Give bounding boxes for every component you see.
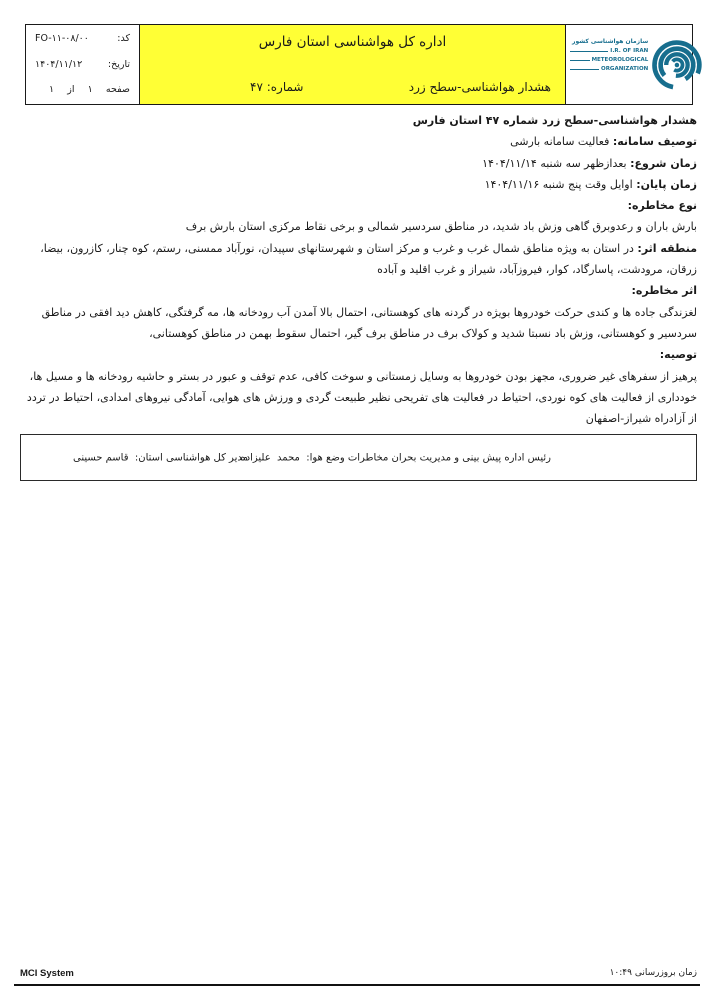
start-time-value: بعدازظهر سه شنبه ۱۴۰۴/۱۱/۱۴ [482,156,627,170]
meta-page-total: ۱ [49,84,55,95]
hazard-effect-label: اثر مخاطره: [631,284,697,298]
end-time-label: زمان پایان: [636,177,697,191]
signature-box [20,434,697,481]
hazard-type-text: بارش باران و رعدوبرق گاهی وزش باد شدید، در مناطق سردسیر شمالی و برخی نقاط مرکزی استان بارش برف [185,220,697,234]
logo-rule [570,60,590,61]
start-time-field [16,153,697,174]
recommendation-section [16,344,697,429]
warning-subtitle-row [154,80,551,94]
meta-page-label: صفحه [105,84,130,95]
meta-date-label: تاریخ: [107,58,130,70]
header-table [25,24,693,105]
logo-name-fa: سازمان هواشناسی کشور [572,37,649,45]
logo-name-en-line1: I.R. OF IRAN [610,47,649,54]
system-description-field [16,131,697,152]
end-time-field [16,174,697,195]
footer-divider [14,984,700,986]
affected-area-section [16,238,697,281]
meta-page-row [35,84,130,95]
hazard-effect-text: لغزندگی جاده ها و کندی حرکت خودروها بویژه در گردنه های کوهستانی، احتمال بالا آمدن آب رودخانه ها، مه گرفتگی، کاهش دید افقی در مناطق سردسیر و کوهستانی، وزش باد نسبتا شدید و کولاک برف در مناطق برف گیر، احتمال سقوط بهمن در مناطق کوهستانی، [41,305,697,340]
logo-name-en-line3: ORGANIZATION [601,65,649,72]
hazard-effect-section [16,280,697,344]
hazard-type-section [16,195,697,238]
director-general-signature: مدیر کل هواشناسی استان: قاسم حسینی [73,452,248,463]
meta-code-label: کد: [117,33,130,44]
meta-code-value: FO-۱۱-۰۸/۰۰ [35,33,89,44]
warning-level-title: هشدار هواشناسی-سطح زرد [408,80,551,94]
recommendation-label: توصیه: [659,348,697,362]
logo-text-block [570,39,648,73]
affected-area-label: منطقه اثر: [637,241,697,255]
warning-number: شماره: ۴۷ [250,80,304,94]
organization-title: اداره کل هواشناسی استان فارس [258,34,447,50]
irimo-spiral-logo-icon [648,36,704,94]
header-logo-cell [565,25,692,104]
warning-heading: هشدار هواشناسی-سطح زرد شماره ۴۷ استان فارس [412,114,697,127]
logo-rule [570,69,599,70]
affected-area-text: در استان به ویژه مناطق شمال غرب و غرب و مرکز استان و شهرستانهای سپیدان، نورآباد ممسنی، رستم، کوه چنار، کازرون، بیضا، زرقان، مرودشت، پاسارگاد، کوار، فیروزآباد، شیراز و غرب اقلید و آباده [40,241,697,277]
footer-update-time: زمان بروزرسانی ۱۰:۴۹ [609,968,697,978]
system-description-label: توصیف سامانه: [612,135,697,149]
start-time-label: زمان شروع: [630,156,697,170]
hazard-type-label: نوع مخاطره: [627,199,697,213]
forecast-chief-signature: رئیس اداره پیش بینی و مدیریت بحران مخاطرات وضع هوا: محمد علیزاده [240,452,551,463]
logo-name-en-line2: METEOROLOGICAL [591,56,649,63]
warning-body [16,110,697,429]
header-title-cell [140,25,565,104]
logo-rule [570,51,608,52]
meta-date-value: ۱۴۰۴/۱۱/۱۲ [35,58,83,70]
meta-date-row [35,59,130,70]
system-description-value: فعالیت سامانه بارشی [510,135,610,149]
footer-system-name: MCI System [20,968,74,979]
header-meta-cell [26,25,140,104]
meta-code-row [35,33,130,44]
recommendation-text: پرهیز از سفرهای غیر ضروری، مجهز بودن خودروها به وسایل زمستانی و سوخت کافی، عدم توقف و عبور در بستر و حاشیه رودخانه ها و مسیل ها، خودداری از فعالیت های کوه نوردی، احتیاط در فعالیت های تفریحی نظیر طبیعت گردی و ورزش های هوایی، آمادگی نیروهای امدادی، احتیاط در تردد از آزادراه شیراز-اصفهان [26,369,697,426]
end-time-value: اوایل وقت پنج شنبه ۱۴۰۴/۱۱/۱۶ [484,177,633,191]
meta-page-of: از [67,84,75,95]
meta-page-number: ۱ [87,84,93,95]
